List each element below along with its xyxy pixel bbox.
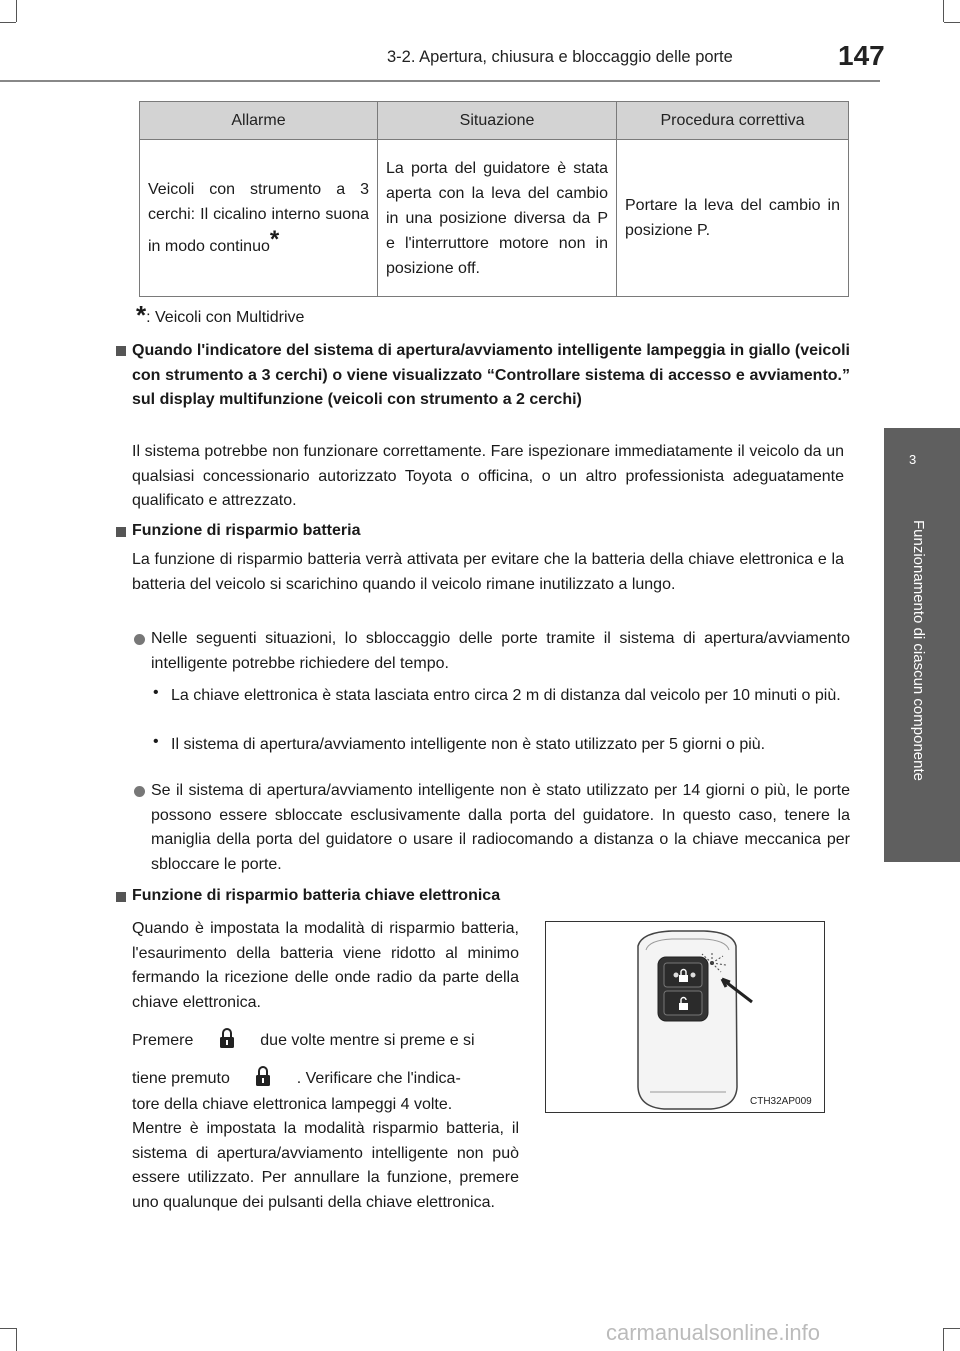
- page-number: 147: [838, 40, 885, 71]
- table-cell-procedure: Portare la leva del cambio in posizione P.: [617, 140, 849, 297]
- table-row: [140, 140, 849, 297]
- key-fob-illustration: [546, 922, 824, 1112]
- footnote-star: *: [269, 226, 280, 253]
- list-item: Nelle seguenti situazioni, lo sbloccaggio delle porte tramite il sistema di apertura/avviamento intelligente potrebbe richiedere del tempo.: [151, 630, 850, 672]
- crop-mark: [944, 1328, 960, 1329]
- header-rule: [0, 80, 880, 82]
- section-body: Mentre è impostata la modalità risparmio batteria, il sistema di apertura/avviamento intelligente non può essere utilizzato. Per annullare la funzione, premere uno qualunque dei pulsanti della chiave elettronica.: [132, 1120, 519, 1211]
- sub-bullet-icon: •: [153, 684, 159, 701]
- list-item: La chiave elettronica è stata lasciata entro circa 2 m di distanza dal veicolo per 10 minuti o più.: [171, 687, 841, 704]
- lock-icon: [218, 1027, 236, 1049]
- hold-text: . Verificare che l'indica-: [296, 1070, 461, 1087]
- alarm-table: [139, 101, 849, 297]
- table-cell-alarm: [140, 140, 378, 297]
- crop-mark: [16, 1328, 17, 1351]
- section-body: Il sistema potrebbe non funzionare correttamente. Fare ispezionare immediatamente il veicolo da un qualsiasi concessionario autorizzato Toyota o officina, o un altro professionista adeguatamente qualificato e attrezzato.: [132, 443, 844, 509]
- press-continuation: tore della chiave elettronica lampeggi 4 volte.: [132, 1096, 453, 1113]
- section-heading: Funzione di risparmio batteria chiave elettronica: [132, 887, 501, 904]
- footnote-text: : Veicoli con Multidrive: [146, 309, 305, 326]
- header-section-title: 3-2. Apertura, chiusura e bloccaggio delle porte: [387, 48, 733, 66]
- lock-icon: [254, 1065, 272, 1087]
- hold-line: [132, 1065, 519, 1092]
- crop-mark: [0, 22, 16, 23]
- list-item: Il sistema di apertura/avviamento intelligente non è stato utilizzato per 5 giorni o più.: [171, 736, 766, 753]
- hold-text: tiene premuto: [132, 1070, 230, 1087]
- square-bullet-icon: [116, 892, 126, 902]
- table-cell-situation: La porta del guidatore è stata aperta con la leva del cambio in una posizione diversa da P e l'interruttore motore non in posizione off.: [378, 140, 617, 297]
- section-body: Quando è impostata la modalità di risparmio batteria, l'esaurimento della batteria viene ridotto al minimo fermando la ricezione delle onde radio da parte della chiave elettronica.: [132, 920, 519, 1011]
- list-item: Se il sistema di apertura/avviamento intelligente non è stato utilizzato per 14 giorni o più, le porte possono essere sbloccate esclusivamente dalla porta del guidatore. In questo caso, tenere la maniglia della porta del guidatore o usare il radiocomando a distanza o la chiave meccanica per sbloccare le porte.: [151, 782, 850, 873]
- table-header-cell: Situazione: [378, 102, 617, 140]
- table-footnote: [136, 300, 304, 331]
- crop-mark: [944, 22, 960, 23]
- chapter-tab: [884, 428, 960, 502]
- crop-mark: [943, 0, 944, 22]
- table-header-cell: Procedura correttiva: [617, 102, 849, 140]
- press-line: [132, 1027, 519, 1054]
- chapter-number: 3: [909, 452, 917, 467]
- round-bullet-icon: [134, 634, 145, 645]
- crop-mark: [943, 1328, 944, 1351]
- press-text: Premere: [132, 1032, 194, 1049]
- watermark: carmanualsonline.info: [606, 1320, 821, 1345]
- figure-code: CTH32AP009: [750, 1096, 812, 1107]
- section-heading: Funzione di risparmio batteria: [132, 522, 361, 539]
- round-bullet-icon: [134, 786, 145, 797]
- crop-mark: [0, 1328, 16, 1329]
- sub-bullet-icon: •: [153, 733, 159, 750]
- press-text: due volte mentre si preme e si: [260, 1032, 475, 1049]
- section-heading: Quando l'indicatore del sistema di apertura/avviamento intelligente lampeggia in giallo (veicoli con strumento a 3 cerchi) o viene visualizzato “Controllare sistema di accesso e avviamento.” sul display multifunzione (veicoli con strumento a 2 cerchi): [132, 342, 850, 408]
- footnote-star: *: [136, 300, 147, 330]
- key-fob-figure: [545, 921, 825, 1113]
- crop-mark: [16, 0, 17, 22]
- alarm-text: Veicoli con strumento a 3 cerchi: Il cicalino interno suona in modo continuo: [148, 181, 369, 255]
- square-bullet-icon: [116, 346, 126, 356]
- table-header-cell: Allarme: [140, 102, 378, 140]
- chapter-title: Funzionamento di ciascun componente: [910, 520, 927, 781]
- square-bullet-icon: [116, 527, 126, 537]
- table-header-row: [140, 102, 849, 140]
- section-body: La funzione di risparmio batteria verrà attivata per evitare che la batteria della chiave elettronica e la batteria del veicolo si scarichino quando il veicolo rimane inutilizzato a lungo.: [132, 551, 844, 593]
